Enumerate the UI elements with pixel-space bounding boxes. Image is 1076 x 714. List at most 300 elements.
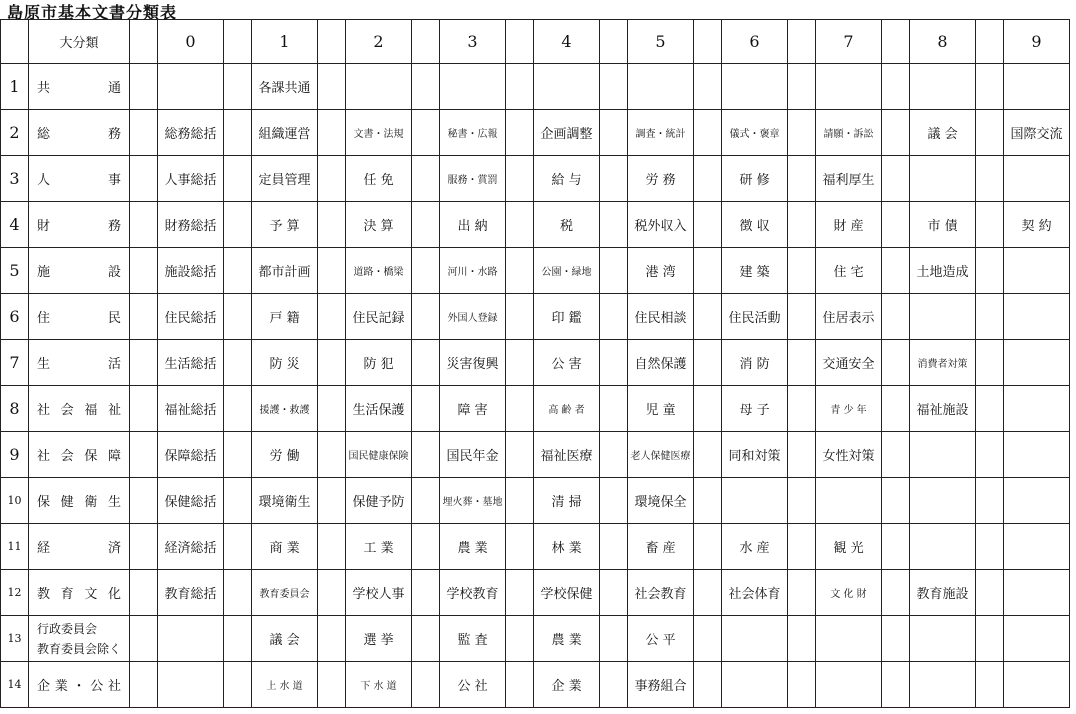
gap-cell <box>224 386 252 432</box>
table-cell: 国民健康保険 <box>346 432 412 478</box>
table-cell <box>722 478 788 524</box>
gap-cell <box>318 156 346 202</box>
gap-cell <box>412 64 440 110</box>
gap-cell <box>412 478 440 524</box>
category-note: 教育委員会除く <box>37 641 122 656</box>
table-cell: 観 光 <box>816 524 882 570</box>
gap-cell <box>130 294 158 340</box>
table-cell: 議 会 <box>910 110 976 156</box>
table-cell: 労 務 <box>628 156 694 202</box>
gap-cell <box>882 248 910 294</box>
gap-cell <box>224 340 252 386</box>
category-cell: 保 健 衛 生 <box>29 478 130 524</box>
header-gap-cell <box>788 20 816 64</box>
table-cell <box>440 64 506 110</box>
gap-cell <box>976 432 1004 478</box>
category-cell: 社 会 保 障 <box>29 432 130 478</box>
row-number: 3 <box>1 156 29 202</box>
gap-cell <box>976 248 1004 294</box>
table-cell: 清 掃 <box>534 478 600 524</box>
table-cell: 市 債 <box>910 202 976 248</box>
gap-cell <box>130 432 158 478</box>
table-cell: 社会教育 <box>628 570 694 616</box>
gap-cell <box>318 616 346 662</box>
gap-cell <box>318 386 346 432</box>
table-cell: 外国人登録 <box>440 294 506 340</box>
gap-cell <box>882 662 910 708</box>
header-col-number: 3 <box>440 20 506 64</box>
table-cell: 道路・橋梁 <box>346 248 412 294</box>
header-gap-cell <box>224 20 252 64</box>
gap-cell <box>788 570 816 616</box>
gap-cell <box>318 202 346 248</box>
header-corner <box>1 20 29 64</box>
gap-cell <box>224 478 252 524</box>
table-cell <box>1004 616 1070 662</box>
gap-cell <box>694 202 722 248</box>
row-number: 8 <box>1 386 29 432</box>
table-cell: 福祉施設 <box>910 386 976 432</box>
category-cell: 教 育 文 化 <box>29 570 130 616</box>
gap-cell <box>600 524 628 570</box>
table-cell: 母 子 <box>722 386 788 432</box>
gap-cell <box>976 662 1004 708</box>
gap-cell <box>882 156 910 202</box>
row-number: 11 <box>1 524 29 570</box>
table-cell: 援護・救護 <box>252 386 318 432</box>
table-cell: 障 害 <box>440 386 506 432</box>
header-col-number: 7 <box>816 20 882 64</box>
table-cell <box>816 64 882 110</box>
table-cell: 財 産 <box>816 202 882 248</box>
gap-cell <box>412 340 440 386</box>
row-number: 5 <box>1 248 29 294</box>
table-cell <box>1004 248 1070 294</box>
category-cell: 共 通 <box>29 64 130 110</box>
table-cell: 社会体育 <box>722 570 788 616</box>
gap-cell <box>600 340 628 386</box>
header-gap-cell <box>694 20 722 64</box>
table-cell <box>816 662 882 708</box>
category-cell: 財 務 <box>29 202 130 248</box>
gap-cell <box>600 64 628 110</box>
gap-cell <box>976 64 1004 110</box>
table-cell <box>1004 570 1070 616</box>
table-cell: 施設総括 <box>158 248 224 294</box>
gap-cell <box>506 432 534 478</box>
row-number: 7 <box>1 340 29 386</box>
gap-cell <box>318 570 346 616</box>
table-cell: 林 業 <box>534 524 600 570</box>
table-cell: 学校人事 <box>346 570 412 616</box>
table-cell: 住民総括 <box>158 294 224 340</box>
gap-cell <box>788 386 816 432</box>
header-col-number: 4 <box>534 20 600 64</box>
table-cell: 教育委員会 <box>252 570 318 616</box>
gap-cell <box>224 294 252 340</box>
gap-cell <box>882 64 910 110</box>
gap-cell <box>130 524 158 570</box>
header-gap-cell <box>882 20 910 64</box>
table-cell: 住民記録 <box>346 294 412 340</box>
gap-cell <box>976 616 1004 662</box>
table-cell <box>816 616 882 662</box>
gap-cell <box>882 386 910 432</box>
table-row <box>1 294 1070 340</box>
table-cell: 児 童 <box>628 386 694 432</box>
table-cell <box>628 64 694 110</box>
gap-cell <box>600 570 628 616</box>
table-cell: 生活保護 <box>346 386 412 432</box>
gap-cell <box>506 340 534 386</box>
gap-cell <box>694 432 722 478</box>
table-cell: 選 挙 <box>346 616 412 662</box>
table-cell <box>1004 156 1070 202</box>
gap-cell <box>318 110 346 156</box>
row-number: 4 <box>1 202 29 248</box>
table-cell: 公園・緑地 <box>534 248 600 294</box>
gap-cell <box>130 248 158 294</box>
gap-cell <box>130 386 158 432</box>
gap-cell <box>882 110 910 156</box>
table-row <box>1 110 1070 156</box>
table-row <box>1 524 1070 570</box>
header-gap-cell <box>130 20 158 64</box>
table-cell: 出 納 <box>440 202 506 248</box>
table-cell: 消費者対策 <box>910 340 976 386</box>
gap-cell <box>412 570 440 616</box>
table-cell: 経済総括 <box>158 524 224 570</box>
gap-cell <box>788 662 816 708</box>
table-cell: 給 与 <box>534 156 600 202</box>
gap-cell <box>506 478 534 524</box>
table-cell: 住居表示 <box>816 294 882 340</box>
header-label: 大分類 <box>29 20 130 64</box>
gap-cell <box>788 340 816 386</box>
gap-cell <box>882 524 910 570</box>
gap-cell <box>224 202 252 248</box>
gap-cell <box>130 110 158 156</box>
gap-cell <box>130 662 158 708</box>
gap-cell <box>694 386 722 432</box>
table-cell: 上 水 道 <box>252 662 318 708</box>
header-col-number: 0 <box>158 20 224 64</box>
gap-cell <box>788 110 816 156</box>
header-col-number: 2 <box>346 20 412 64</box>
header-row <box>1 20 1070 64</box>
gap-cell <box>506 616 534 662</box>
table-cell: 生活総括 <box>158 340 224 386</box>
row-number: 6 <box>1 294 29 340</box>
gap-cell <box>224 248 252 294</box>
table-cell: 戸 籍 <box>252 294 318 340</box>
gap-cell <box>788 616 816 662</box>
table-cell: 契 約 <box>1004 202 1070 248</box>
gap-cell <box>224 110 252 156</box>
gap-cell <box>130 64 158 110</box>
gap-cell <box>600 248 628 294</box>
table-cell: 財務総括 <box>158 202 224 248</box>
table-cell: 国民年金 <box>440 432 506 478</box>
row-number: 12 <box>1 570 29 616</box>
table-cell <box>1004 64 1070 110</box>
gap-cell <box>318 432 346 478</box>
gap-cell <box>318 248 346 294</box>
table-cell <box>1004 386 1070 432</box>
gap-cell <box>600 156 628 202</box>
gap-cell <box>694 524 722 570</box>
gap-cell <box>506 662 534 708</box>
table-cell: 住 宅 <box>816 248 882 294</box>
gap-cell <box>976 110 1004 156</box>
row-number: 2 <box>1 110 29 156</box>
gap-cell <box>506 64 534 110</box>
table-row <box>1 662 1070 708</box>
table-cell: 研 修 <box>722 156 788 202</box>
table-cell <box>910 478 976 524</box>
gap-cell <box>694 110 722 156</box>
table-cell <box>722 662 788 708</box>
header-gap-cell <box>976 20 1004 64</box>
gap-cell <box>412 294 440 340</box>
table-cell: 請願・訴訟 <box>816 110 882 156</box>
table-cell: 防 犯 <box>346 340 412 386</box>
table-cell <box>158 662 224 708</box>
header-gap-cell <box>318 20 346 64</box>
row-number: 1 <box>1 64 29 110</box>
table-cell <box>1004 294 1070 340</box>
table-row <box>1 202 1070 248</box>
gap-cell <box>506 386 534 432</box>
row-number: 13 <box>1 616 29 662</box>
table-cell <box>1004 340 1070 386</box>
table-cell: 環境衛生 <box>252 478 318 524</box>
gap-cell <box>506 202 534 248</box>
gap-cell <box>506 110 534 156</box>
header-col-number: 6 <box>722 20 788 64</box>
table-cell: 福祉医療 <box>534 432 600 478</box>
table-cell: 畜 産 <box>628 524 694 570</box>
table-cell: 予 算 <box>252 202 318 248</box>
row-number: 9 <box>1 432 29 478</box>
table-cell <box>1004 524 1070 570</box>
gap-cell <box>694 64 722 110</box>
gap-cell <box>788 294 816 340</box>
gap-cell <box>506 570 534 616</box>
table-cell: 儀式・褒章 <box>722 110 788 156</box>
table-cell: 保障総括 <box>158 432 224 478</box>
table-row <box>1 156 1070 202</box>
table-cell: 議 会 <box>252 616 318 662</box>
table-cell: 公 害 <box>534 340 600 386</box>
gap-cell <box>412 616 440 662</box>
gap-cell <box>600 616 628 662</box>
header-col-number: 9 <box>1004 20 1070 64</box>
category-cell: 企 業 ・ 公 社 <box>29 662 130 708</box>
category-cell: 住 民 <box>29 294 130 340</box>
gap-cell <box>224 662 252 708</box>
table-cell <box>910 432 976 478</box>
gap-cell <box>882 478 910 524</box>
gap-cell <box>882 294 910 340</box>
gap-cell <box>412 386 440 432</box>
gap-cell <box>600 386 628 432</box>
gap-cell <box>976 156 1004 202</box>
table-cell: 教育総括 <box>158 570 224 616</box>
gap-cell <box>694 662 722 708</box>
table-cell: 都市計画 <box>252 248 318 294</box>
table-row <box>1 248 1070 294</box>
gap-cell <box>412 110 440 156</box>
table-cell <box>1004 432 1070 478</box>
row-number: 10 <box>1 478 29 524</box>
gap-cell <box>694 616 722 662</box>
gap-cell <box>130 340 158 386</box>
category-label: 行政委員会 <box>37 621 98 636</box>
category-cell: 施 設 <box>29 248 130 294</box>
table-cell <box>722 616 788 662</box>
table-cell: 監 査 <box>440 616 506 662</box>
classification-table <box>0 19 1070 708</box>
table-cell: 河川・水路 <box>440 248 506 294</box>
table-row <box>1 570 1070 616</box>
table-cell: 総務総括 <box>158 110 224 156</box>
table-cell: 福利厚生 <box>816 156 882 202</box>
table-cell <box>910 524 976 570</box>
table-cell <box>722 64 788 110</box>
table-cell: 国際交流 <box>1004 110 1070 156</box>
gap-cell <box>318 524 346 570</box>
table-cell: 農 業 <box>440 524 506 570</box>
gap-cell <box>318 340 346 386</box>
table-cell: 任 免 <box>346 156 412 202</box>
table-cell: 文 化 財 <box>816 570 882 616</box>
category-cell: 生 活 <box>29 340 130 386</box>
gap-cell <box>694 156 722 202</box>
table-row <box>1 340 1070 386</box>
gap-cell <box>600 110 628 156</box>
table-cell: 自然保護 <box>628 340 694 386</box>
gap-cell <box>412 524 440 570</box>
table-cell: 公 平 <box>628 616 694 662</box>
table-cell: 公 社 <box>440 662 506 708</box>
table-cell: 決 算 <box>346 202 412 248</box>
gap-cell <box>976 478 1004 524</box>
gap-cell <box>130 616 158 662</box>
table-cell <box>158 64 224 110</box>
gap-cell <box>600 662 628 708</box>
category-cell: 経 済 <box>29 524 130 570</box>
gap-cell <box>882 432 910 478</box>
table-cell: 青 少 年 <box>816 386 882 432</box>
gap-cell <box>600 294 628 340</box>
table-cell: 水 産 <box>722 524 788 570</box>
header-gap-cell <box>600 20 628 64</box>
gap-cell <box>318 64 346 110</box>
gap-cell <box>600 478 628 524</box>
table-cell: 人事総括 <box>158 156 224 202</box>
table-cell <box>910 662 976 708</box>
table-cell: 防 災 <box>252 340 318 386</box>
gap-cell <box>130 156 158 202</box>
gap-cell <box>788 64 816 110</box>
header-col-number: 1 <box>252 20 318 64</box>
gap-cell <box>412 202 440 248</box>
table-cell: 農 業 <box>534 616 600 662</box>
gap-cell <box>412 432 440 478</box>
table-cell <box>910 616 976 662</box>
table-cell: 徴 収 <box>722 202 788 248</box>
table-cell: 税 <box>534 202 600 248</box>
table-cell: 印 鑑 <box>534 294 600 340</box>
table-cell: 高 齢 者 <box>534 386 600 432</box>
gap-cell <box>788 478 816 524</box>
category-cell: 総 務 <box>29 110 130 156</box>
gap-cell <box>224 616 252 662</box>
row-number: 14 <box>1 662 29 708</box>
gap-cell <box>882 570 910 616</box>
table-cell <box>346 64 412 110</box>
table-cell: 学校教育 <box>440 570 506 616</box>
table-row <box>1 478 1070 524</box>
table-cell <box>1004 478 1070 524</box>
table-cell: 港 湾 <box>628 248 694 294</box>
table-cell: 環境保全 <box>628 478 694 524</box>
gap-cell <box>506 524 534 570</box>
table-cell: 労 働 <box>252 432 318 478</box>
table-cell: 秘書・広報 <box>440 110 506 156</box>
gap-cell <box>976 524 1004 570</box>
gap-cell <box>694 294 722 340</box>
table-cell: 老人保健医療 <box>628 432 694 478</box>
table-cell: 企画調整 <box>534 110 600 156</box>
gap-cell <box>694 340 722 386</box>
table-cell: 保健総括 <box>158 478 224 524</box>
gap-cell <box>318 662 346 708</box>
table-cell: 工 業 <box>346 524 412 570</box>
gap-cell <box>130 478 158 524</box>
gap-cell <box>882 340 910 386</box>
gap-cell <box>694 570 722 616</box>
header-col-number: 5 <box>628 20 694 64</box>
table-cell: 埋火葬・墓地 <box>440 478 506 524</box>
table-cell <box>158 616 224 662</box>
table-cell <box>534 64 600 110</box>
gap-cell <box>600 432 628 478</box>
table-row <box>1 616 1070 662</box>
category-cell: 人 事 <box>29 156 130 202</box>
gap-cell <box>224 432 252 478</box>
gap-cell <box>788 432 816 478</box>
table-cell: 各課共通 <box>252 64 318 110</box>
table-cell: 商 業 <box>252 524 318 570</box>
gap-cell <box>130 202 158 248</box>
gap-cell <box>694 478 722 524</box>
category-cell <box>29 616 130 662</box>
table-cell: 税外収入 <box>628 202 694 248</box>
table-cell: 交通安全 <box>816 340 882 386</box>
table-cell: 服務・賞罰 <box>440 156 506 202</box>
category-cell: 社 会 福 祉 <box>29 386 130 432</box>
gap-cell <box>412 156 440 202</box>
table-cell: 同和対策 <box>722 432 788 478</box>
table-cell: 福祉総括 <box>158 386 224 432</box>
gap-cell <box>224 524 252 570</box>
table-cell: 下 水 道 <box>346 662 412 708</box>
table-cell <box>910 294 976 340</box>
gap-cell <box>412 662 440 708</box>
table-row <box>1 432 1070 478</box>
